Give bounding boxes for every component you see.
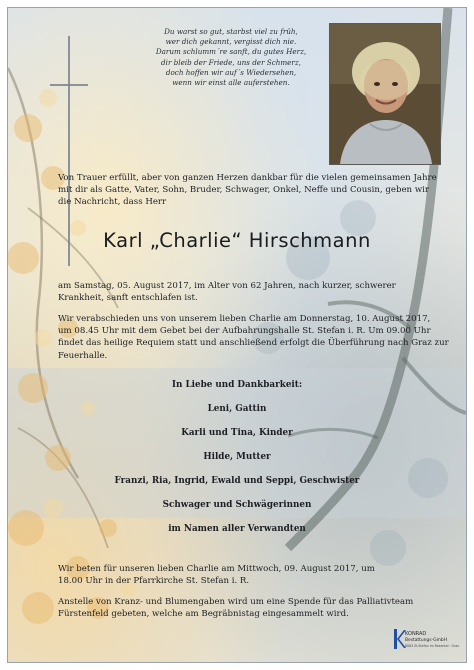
mourner-entry: im Namen aller Verwandten xyxy=(168,524,306,534)
funeral-line: Wir verabschieden uns von unserem lieben Charlie am Donnerstag, 10. August 2017, xyxy=(58,314,431,324)
intro-line: die Nachricht, dass Herr xyxy=(58,197,167,208)
prayer-text xyxy=(58,563,446,587)
mourner-entry: Franzi, Ria, Ingrid, Ewald und Seppi, Geschwister xyxy=(114,476,360,486)
donation-line: Anstelle von Kranz- und Blumengaben wird um eine Spende für das Palliativteam xyxy=(58,597,414,607)
poem-line: doch hoffen wir auf´s Wiedersehen, xyxy=(165,67,297,77)
poem-line: wer dich gekannt, vergisst dich nie. xyxy=(165,37,297,47)
mourner-entry: Schwager und Schwägerinnen xyxy=(162,500,312,510)
passing-line: Krankheit, sanft entschlafen ist. xyxy=(58,293,198,304)
intro-line: Von Trauer erfüllt, aber von ganzen Herzen dankbar für die vielen gemeinsamen Jahre xyxy=(58,173,437,183)
passing-text xyxy=(58,280,446,304)
donation-line: Fürstenfeld gebeten, welche am Begräbnistag eingesammelt wird. xyxy=(58,609,349,620)
poem-line: Du warst so gut, starbst viel zu früh, xyxy=(164,27,298,36)
funeral-line: Feuerhalle. xyxy=(58,350,108,361)
mourner-entry: Leni, Gattin xyxy=(207,404,267,414)
poem-line: Darum schlumm´re sanft, du gutes Herz, xyxy=(155,47,307,57)
prayer-line: 18.00 Uhr in der Pfarrkirche St. Stefan i. R. xyxy=(58,576,250,587)
passing-line: am Samstag, 05. August 2017, im Alter von 62 Jahren, nach kurzer, schwerer xyxy=(58,281,396,291)
poem xyxy=(136,27,326,88)
obituary-card xyxy=(7,7,467,663)
logo-name: KONRAD xyxy=(405,631,427,637)
intro-text xyxy=(58,172,448,209)
logo-company: Bestattungs-GmbH xyxy=(405,638,448,643)
funeral-line: findet das heilige Requiem statt und anschließend erfolgt die Überführung nach Graz zur xyxy=(58,338,449,349)
mourner-entry: Karli und Tina, Kinder xyxy=(181,428,293,438)
mourner-entry: Hilde, Mutter xyxy=(203,452,271,462)
poem-line: wenn wir einst alle auferstehen. xyxy=(172,78,290,88)
portrait-photo xyxy=(329,23,441,165)
logo-address: 8083 St.Stefan im Rosental · Graz xyxy=(405,644,459,648)
deceased-name: Karl „Charlie“ Hirschmann xyxy=(103,229,371,252)
funeral-line: um 08.45 Uhr mit dem Gebet bei der Aufbahrungshalle St. Stefan i. R. Um 09.00 Uhr xyxy=(58,326,431,337)
poem-line: dir bleib der Friede, uns der Schmerz, xyxy=(161,57,301,67)
logo-mark-icon xyxy=(392,628,406,650)
mourners-heading: In Liebe und Dankbarkeit: xyxy=(171,380,303,390)
donation-text xyxy=(58,596,446,620)
funeral-home-logo xyxy=(392,628,459,652)
funeral-text xyxy=(58,313,449,362)
intro-line: mit dir als Gatte, Vater, Sohn, Bruder, Schwager, Onkel, Neffe und Cousin, geben wir xyxy=(58,185,430,196)
prayer-line: Wir beten für unseren lieben Charlie am Mittwoch, 09. August 2017, um xyxy=(58,564,375,574)
